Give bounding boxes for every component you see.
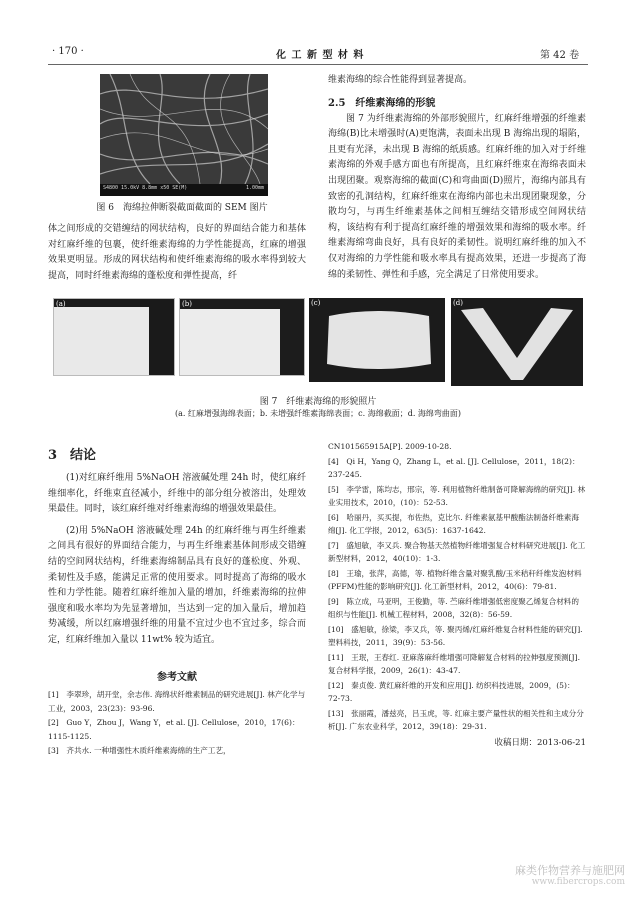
reference-item: [9] 陈立成，马亚明，王俊勤，等. 苎麻纤维增强低密度聚乙烯复合材料的组织与性能[J]. 机械工程材料，2008，32(8)：56-59. — [328, 596, 579, 619]
references-heading: 参考文献 — [157, 672, 197, 683]
sem-info-text: S4800 15.0kV 8.8mm x50 SE(M) — [103, 185, 188, 191]
reference-item: [6] 哈丽丹，买买提，布佐热，克比尔. 纤维素氨基甲酸酯法制备纤维素海绵[J]. 化工学报，2012，63(5)：1637-1642. — [328, 512, 579, 535]
watermark-url: www.fibercrops.com — [531, 877, 625, 887]
reference-item: [11] 王珉，王春红. 亚麻落麻纤维增强可降解复合材料的拉伸强度预测[J]. 复合材料学报，2009，26(1)：43-47. — [328, 652, 581, 675]
journal-title: 化 工 新 型 材 料 — [276, 50, 365, 61]
reference-item: [4] Qi H，Yang Q，Zhang L，et al. [J]. Cellulose，2011，18(2)：237-245. — [328, 456, 580, 479]
right-continuation: 维素海绵的综合性能得到显著提高。 — [328, 75, 473, 85]
sponge-cross-section-c — [309, 298, 445, 382]
conclusion-paragraph-1: (1)对红麻纤维用 5%NaOH 溶液碱处理 24h 时，使红麻纤维细率化，纤维束直径减小，纤维中的部分组分被溶出，处理效果最佳。同时，该红麻纤维对纤维素海绵的增强效果最佳。 — [48, 473, 306, 515]
right-top-text — [328, 73, 586, 283]
conclusion-paragraph-2: (2)用 5%NaOH 溶液碱处理 24h 的红麻纤维与再生纤维素之间具有很好的界面结合能力，与再生纤维素基体间形成交错缠结的空间网状结构，纤维素海绵制品具有良好的蓬松度、外观、柔韧性及手感，能满足正常的使用要求。同时提高了海绵的吸水性和力学性能。随着红麻纤维加入量的增加，纤维素海绵的拉伸强度和吸水率均为先显著增加，当达到一定的加入量后，增加趋势减缓，所以红麻增强纤维的用量不宜过少也不宜过多，综合而定，红麻纤维加入量以 11wt% 较为适宜。 — [48, 525, 306, 645]
fig7-label-c: (c) — [311, 299, 321, 307]
fig7-label-d: (d) — [453, 299, 463, 307]
fig7-label-a: (a) — [56, 300, 66, 308]
reference-item: [13] 张丽霞，潘兹亮，吕玉虎，等. 红麻主要产量性状的相关性和主成分分析[J]. 广东农业科学，2012，39(18)：29-31. — [328, 708, 584, 731]
watermark-title: 麻类作物营养与施肥网 — [515, 864, 625, 877]
conclusion-heading: 3 结论 — [48, 448, 97, 463]
reference-item: [8] 王瑜，张萍，高德，等. 植物纤维含量对聚乳酸/玉米秸秆纤维发泡材料(PFFM)性能的影响研究[J]. 化工新型材料，2012，40(6)：79-81. — [328, 568, 582, 591]
reference-item: [10] 盛旭敏，徐梁，李又兵，等. 聚丙烯/红麻纤维复合材料性能的研究[J]. 塑料科技，2011，39(9)：53-56. — [328, 624, 583, 647]
fig7-caption: 图 7 纤维素海绵的形貌照片 — [259, 397, 377, 407]
references-left — [48, 688, 306, 759]
reference-item: CN101565915A[P]. 2009-10-28. — [328, 442, 452, 451]
fig7-subcaption: (a. 红麻增强海绵表面；b. 未增强纤维素海绵表面；c. 海绵截面；d. 海绵弯曲面) — [174, 409, 462, 418]
sponge-bent-d — [451, 298, 583, 386]
left-paragraph: 体之间形成的交错缠结的网状结构，良好的界面结合能力和基体对红麻纤维的包裹，使纤维素海绵的力学性能提高，红麻的增强效果更明显。形成的网状结构和使纤维素海绵的吸水率得到较大提高，同时纤维素海绵的蓬松度和弹性提高，纤 — [48, 224, 306, 281]
reference-item: [7] 盛旭敏，李又兵. 聚合物基天然植物纤维增强复合材料研究进展[J]. 化工新型材料，2012，40(10)：1-3. — [328, 540, 586, 563]
fig7-photo-b — [179, 298, 305, 376]
reference-item: [3] 齐共水. 一种增强性木质纤维素海绵的生产工艺， — [48, 746, 231, 755]
left-top-text — [48, 222, 306, 284]
header-rule — [48, 64, 588, 65]
reference-item: [5] 李学雷，陈均志，邢宗，等. 利用植物纤维制备可降解海绵的研究[J]. 林业实用技术，2010，(10)：52-53. — [328, 484, 586, 507]
reference-item: [1] 李翠珍，胡开堂，余志伟. 海绵状纤维素制品的研究进展[J]. 林产化学与工业，2003，23(23)：93-96. — [48, 690, 306, 713]
sem-scale-text: 1.00mm — [245, 185, 264, 191]
reference-item: [2] Guo Y，Zhou J，Wang Y，et al. [J]. Cellulose，2010，17(6)：1115-1125. — [48, 718, 300, 741]
section-2-5-paragraph: 图 7 为纤维素海绵的外部形貌照片，红麻纤维增强的纤维素海绵(B)比未增强时(A)更饱满，表面未出现 B 海绵出现的塌陷，且更有光泽，未出现 B 海绵的纸质感。红麻纤维的加入对于纤维素海绵的外观手感方面也有所提高，且红麻纤维束在海绵表面未出现团聚。观察海绵的截面(C)和弯曲面(D)照片，海绵内部具有致密的孔洞结构，红麻纤维束在海绵内部也未出现团聚现象，分散均匀，与再生纤维素基体之间相互缠结交错形成空间网状结构，该结构有利于提高红麻纤维的增强效果和海绵的吸水率。纤维素海绵弯曲良好，具有良好的柔韧性。说明红麻纤维的加入不仅对海绵的力学性能和吸水率具有提高效果，还进一步提高了海绵的柔韧性、弹性和手感，完全满足了日常使用要求。 — [328, 113, 586, 280]
references-right — [328, 440, 586, 751]
fig7-photo-c — [309, 298, 445, 382]
fig7-photo-a — [53, 298, 175, 376]
reference-item: [12] 秦贞俊. 黄红麻纤维的开发和应用[J]. 纺织科技进展，2009，(5)：72-73. — [328, 680, 575, 703]
fig6-caption: 图 6 海绵拉伸断裂截面截面的 SEM 图片 — [96, 203, 268, 213]
received-date: 收稿日期：2013-06-21 — [494, 737, 586, 748]
fig6-sem-image — [100, 74, 268, 196]
sponge-surface-a — [54, 299, 174, 375]
volume-label: 第 42 卷 — [540, 50, 580, 61]
section-heading-2-5: 2.5 纤维素海绵的形貌 — [328, 97, 436, 109]
sponge-surface-b — [180, 299, 304, 375]
page-number: · 170 · — [52, 46, 84, 57]
conclusion-section — [48, 444, 306, 649]
sem-fiber-texture — [100, 74, 268, 196]
fig7-label-b: (b) — [182, 300, 192, 308]
fig7-photo-d — [451, 298, 583, 386]
